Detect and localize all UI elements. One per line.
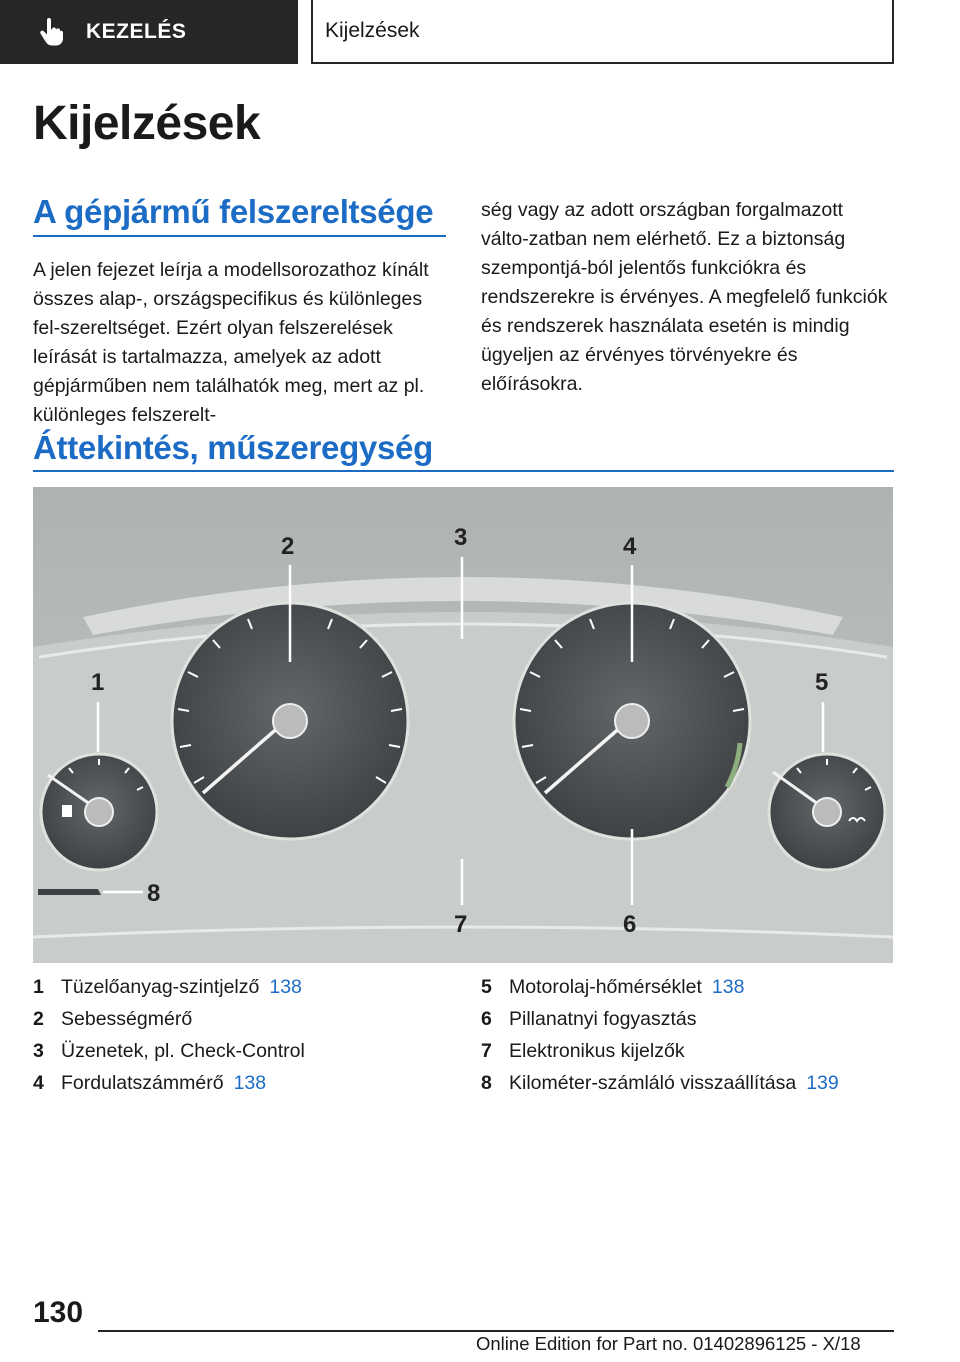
callout-1: 1 [91,669,105,696]
section-rule [33,470,894,472]
legend-item: 3 Üzenetek, pl. Check-Control [33,1040,305,1062]
fuel-gauge [41,754,157,870]
legend-item: 5 Motorolaj-hőmérséklet 138 [481,976,745,998]
section-title-overview: Áttekintés, műszeregység [33,429,433,466]
footer-edition-text: Online Edition for Part no. 01402896125 - X/18 [476,1333,861,1354]
page-ref-link[interactable]: 139 [806,1072,839,1094]
instrument-cluster-figure [33,487,893,963]
chapter-tab-label: KEZELÉS [86,20,187,43]
breadcrumb-label: Kijelzések [325,19,420,42]
callout-7: 7 [454,911,468,938]
page-ref-link[interactable]: 138 [269,976,302,998]
legend-item: 4 Fordulatszámmérő 138 [33,1072,267,1094]
page-title: Kijelzések [33,97,261,150]
page-number: 130 [33,1296,84,1329]
footer-rule [98,1330,894,1332]
callout-2: 2 [281,533,295,560]
legend-item: 1 Tüzelőanyag-szintjelző 138 [33,976,302,998]
oil-temperature-gauge [769,754,885,870]
breadcrumb [311,0,894,64]
body-text-col1: A jelen fejezet leírja a modellsorozathoz kínált összes alap-, országspecifikus és különleges fel-szereltséget. Ezért olyan felszerelések leírását is tartalmazza, amelyek az adott gépjárműben nem találhatók meg, mert az pl. különleges felszerelt- [33,259,429,426]
odometer-reset-button [38,889,101,895]
legend-item: 7 Elektronikus kijelzők [481,1040,685,1062]
fuel-pump-icon [62,805,72,817]
legend-item: 2 Sebességmérő [33,1008,193,1030]
section-title-equipment: A gépjármű felszereltsége [33,193,434,230]
callout-8: 8 [147,880,161,907]
body-text-col2: ség vagy az adott országban forgalmazott válto-zatban nem elérhető. Ez a biztonság szempontjá-ból jelentős funkciókra és rendszerekre is érvényes. A megfelelő funkciók és rendszerek használata esetén is mindig ügyeljen az érvényes törvényekre és előírásokra. [481,199,888,395]
chapter-tab[interactable] [0,0,298,64]
legend-item: 8 Kilométer-számláló visszaállítása 139 [481,1072,839,1094]
legend-item: 6 Pillanatnyi fogyasztás [481,1008,697,1030]
section-rule [33,235,446,237]
page-ref-link[interactable]: 138 [233,1072,267,1094]
instrument-cluster-illustration [33,487,893,963]
page-ref-link[interactable]: 138 [711,976,745,998]
callout-6: 6 [623,911,637,938]
hand-pointer-icon [38,18,64,46]
legend-right [481,971,839,1099]
callout-5: 5 [815,669,829,696]
callout-4: 4 [623,533,637,560]
legend-left [33,971,305,1099]
callout-3: 3 [454,524,468,551]
